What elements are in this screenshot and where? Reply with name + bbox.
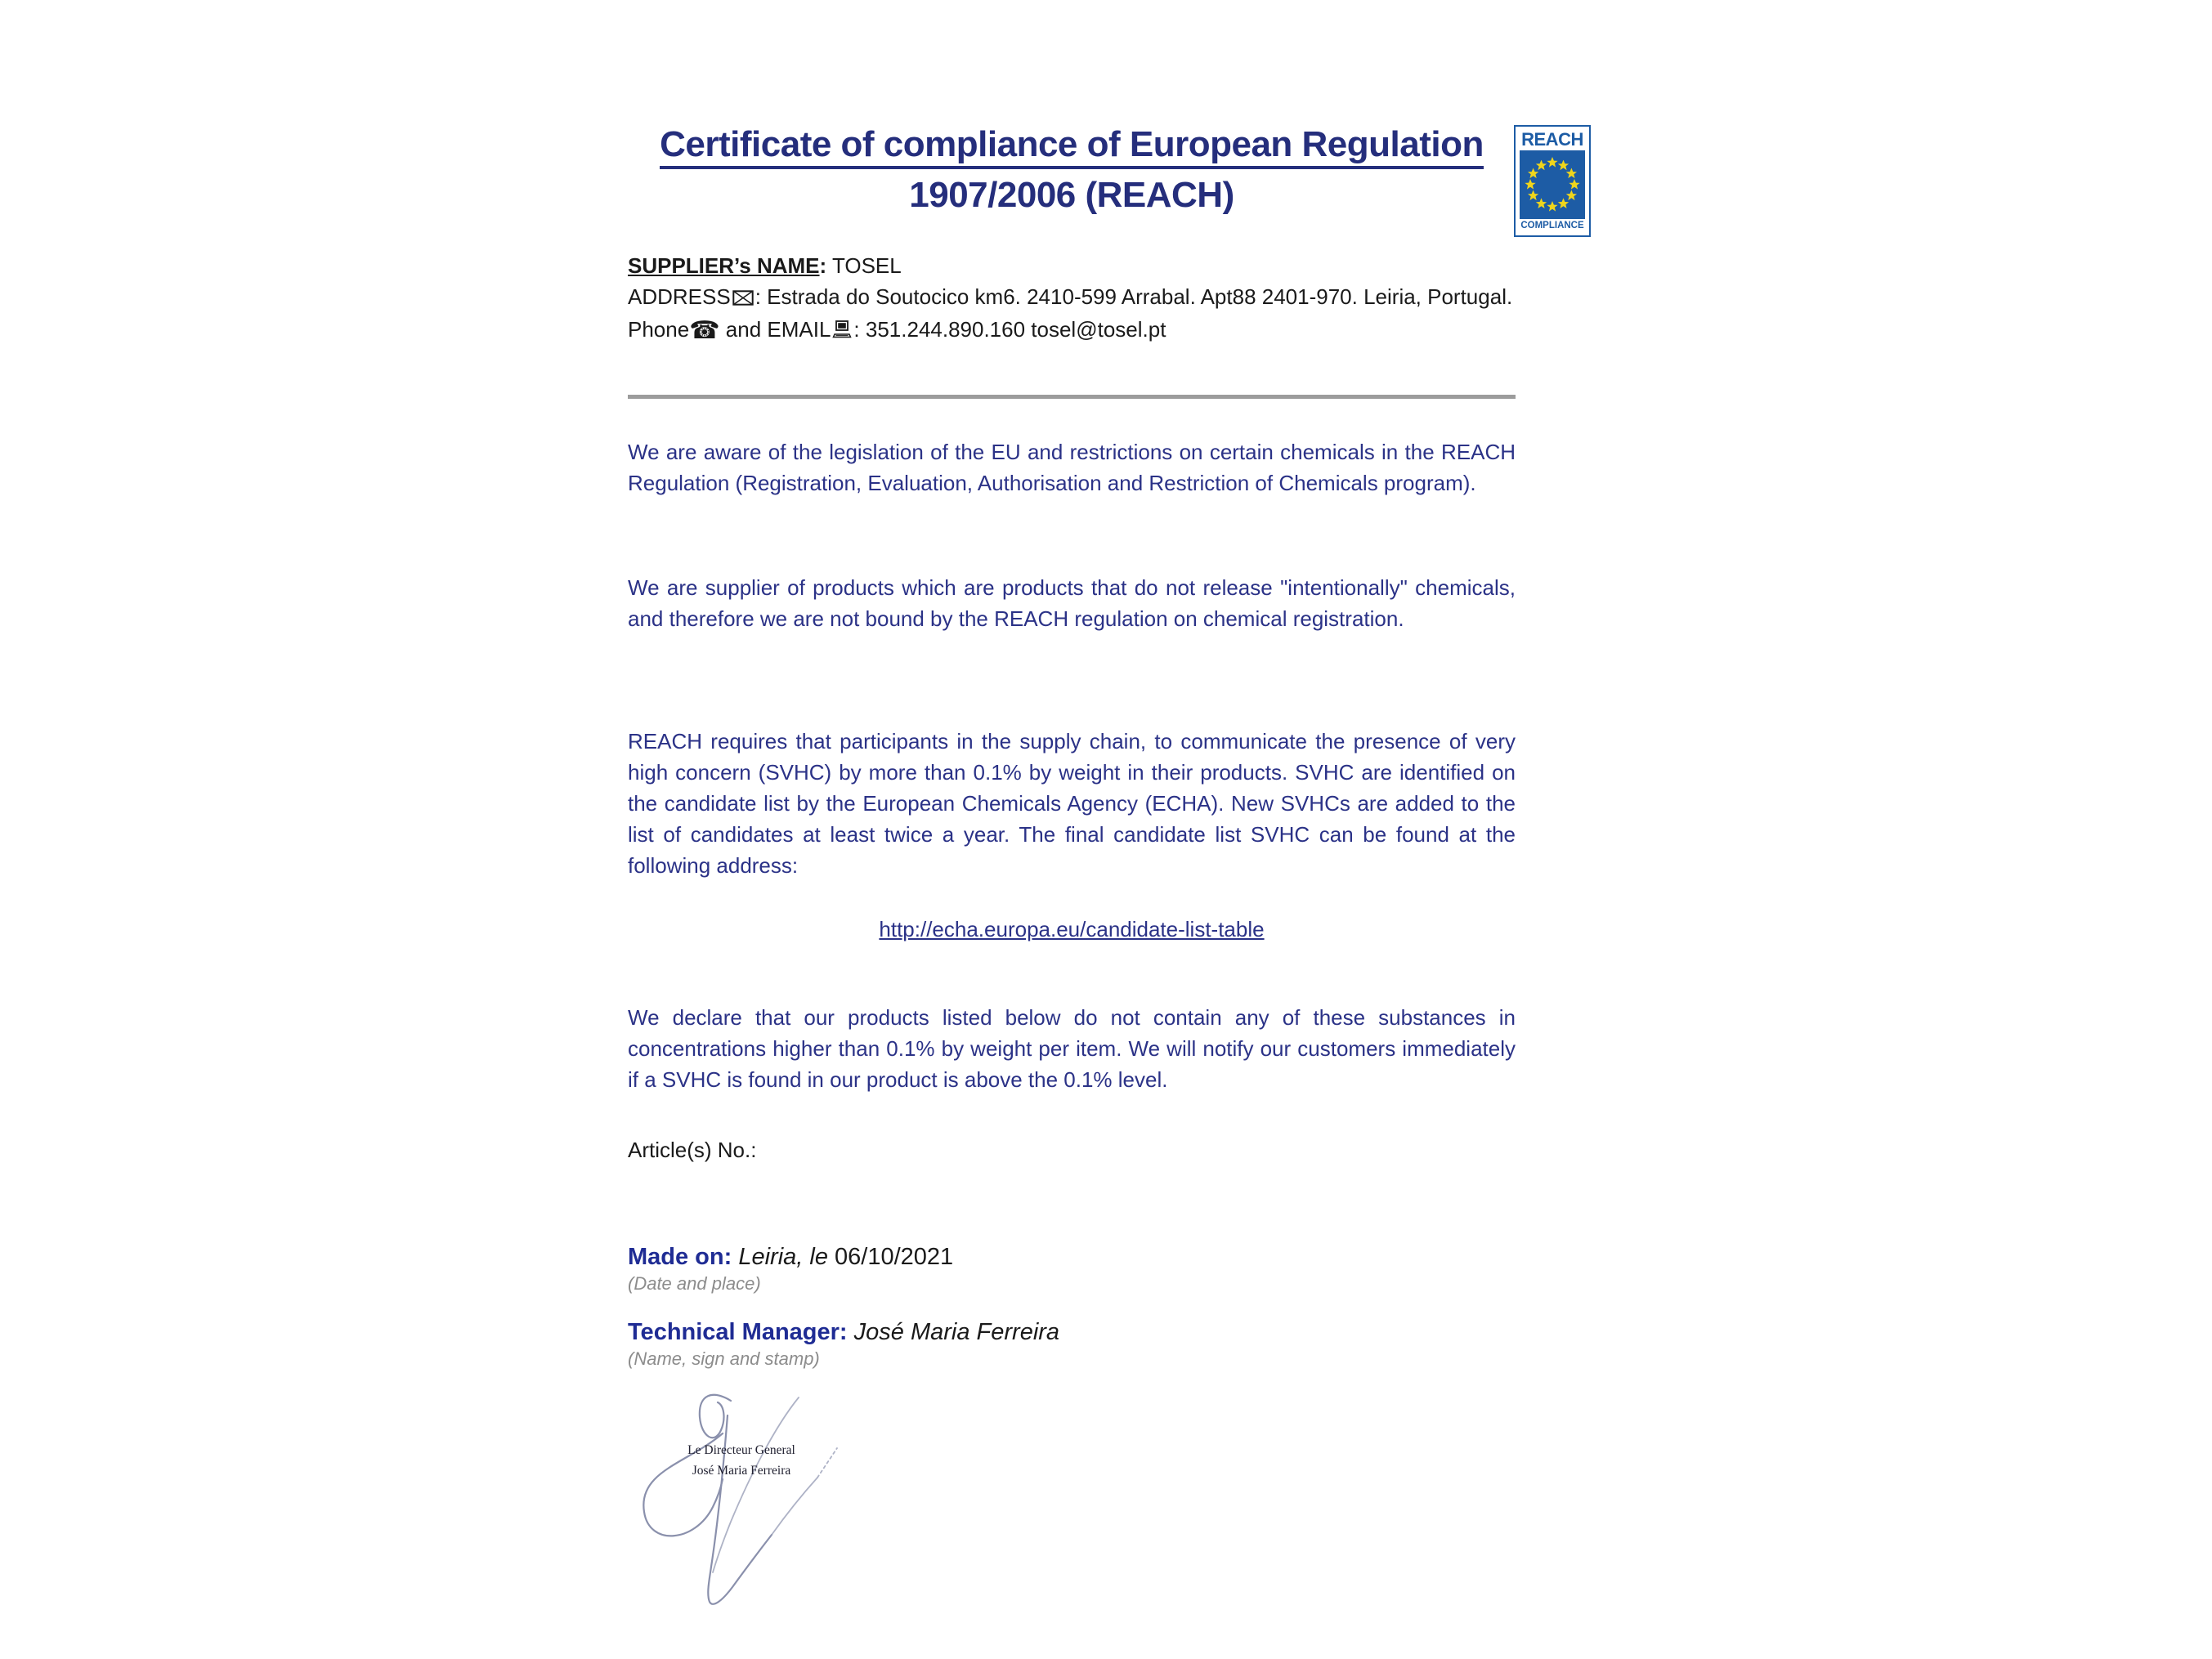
candidate-list-link-line: [628, 917, 1516, 942]
logo-reach-text: REACH: [1521, 129, 1583, 150]
paragraph-supplier-statement: We are supplier of products which are products that do not release "intentionally" chemicals, and therefore we are not bound by the REACH regulation on chemical registration.: [628, 575, 1516, 631]
supplier-name-label: SUPPLIER’s NAME: [628, 253, 820, 278]
contact-colon: :: [853, 317, 866, 342]
page-title: [628, 119, 1516, 221]
paragraph-reach-requirements: REACH requires that participants in the supply chain, to communicate the presence of very high concern (SVHC) by more than 0.1% by weight in their products. SVHC are identified on the candidate list by the European Chemicals Agency (ECHA). New SVHCs are added to the list of candidates at least twice a year. The final candidate list SVHC can be found at the following address:: [628, 729, 1516, 878]
envelope-icon: [732, 283, 754, 314]
title-line1: Certificate of compliance of European Regulation: [660, 124, 1484, 169]
signature-title: Le Directeur General: [687, 1443, 795, 1457]
technical-manager-label: Technical Manager:: [628, 1319, 848, 1345]
paragraph-declaration: We declare that our products listed below do not contain any of these substances in concentrations higher than 0.1% by weight per item. We will notify our customers immediately if a SVHC is found in our product is above the 0.1% level.: [628, 1005, 1516, 1092]
eu-stars-circle-icon: [1520, 150, 1585, 219]
reach-compliance-logo: [1514, 125, 1591, 237]
supplier-name-colon: :: [819, 253, 827, 278]
made-on-label: Made on:: [628, 1244, 732, 1270]
name-sign-caption: (Name, sign and stamp): [628, 1348, 820, 1369]
articles-no-label: Article(s) No.:: [628, 1138, 757, 1162]
made-on-place: Leiria, le: [732, 1244, 835, 1270]
address-label: ADDRESS: [628, 284, 731, 309]
date-place-caption: (Date and place): [628, 1273, 761, 1294]
made-on-line: [628, 1244, 1516, 1271]
made-on-date: 06/10/2021: [835, 1244, 954, 1270]
supplier-name-value: TOSEL: [826, 253, 902, 278]
signature-stamp-text: [647, 1440, 835, 1481]
telephone-icon: ☎: [689, 317, 720, 344]
and-email-label: and EMAIL: [719, 317, 831, 342]
address-colon: :: [754, 284, 768, 309]
computer-icon: [832, 315, 852, 347]
phone-label: Phone: [628, 317, 690, 342]
technical-manager-line: [628, 1319, 1516, 1346]
signature-scribble: [631, 1383, 844, 1657]
title-line2: 1907/2006 (REACH): [909, 175, 1234, 215]
technical-manager-value: José Maria Ferreira: [847, 1319, 1060, 1345]
address-value: Estrada do Soutocico km6. 2410-599 Arrabal. Apt88 2401-970. Leiria, Portugal.: [767, 284, 1513, 309]
logo-compliance-text: COMPLIANCE: [1520, 221, 1584, 230]
supplier-block: [628, 250, 1516, 347]
section-divider: [628, 395, 1516, 399]
paragraph-awareness: We are aware of the legislation of the EU and restrictions on certain chemicals in the REACH Regulation (Registration, Evaluation, Authorisation and Restriction of Chemicals program).: [628, 440, 1516, 495]
contact-value: 351.244.890.160 tosel@tosel.pt: [865, 317, 1166, 342]
signature-name: José Maria Ferreira: [692, 1464, 791, 1478]
eu-stars-svg: [1520, 150, 1585, 219]
candidate-list-link[interactable]: http://echa.europa.eu/candidate-list-table: [879, 917, 1265, 941]
